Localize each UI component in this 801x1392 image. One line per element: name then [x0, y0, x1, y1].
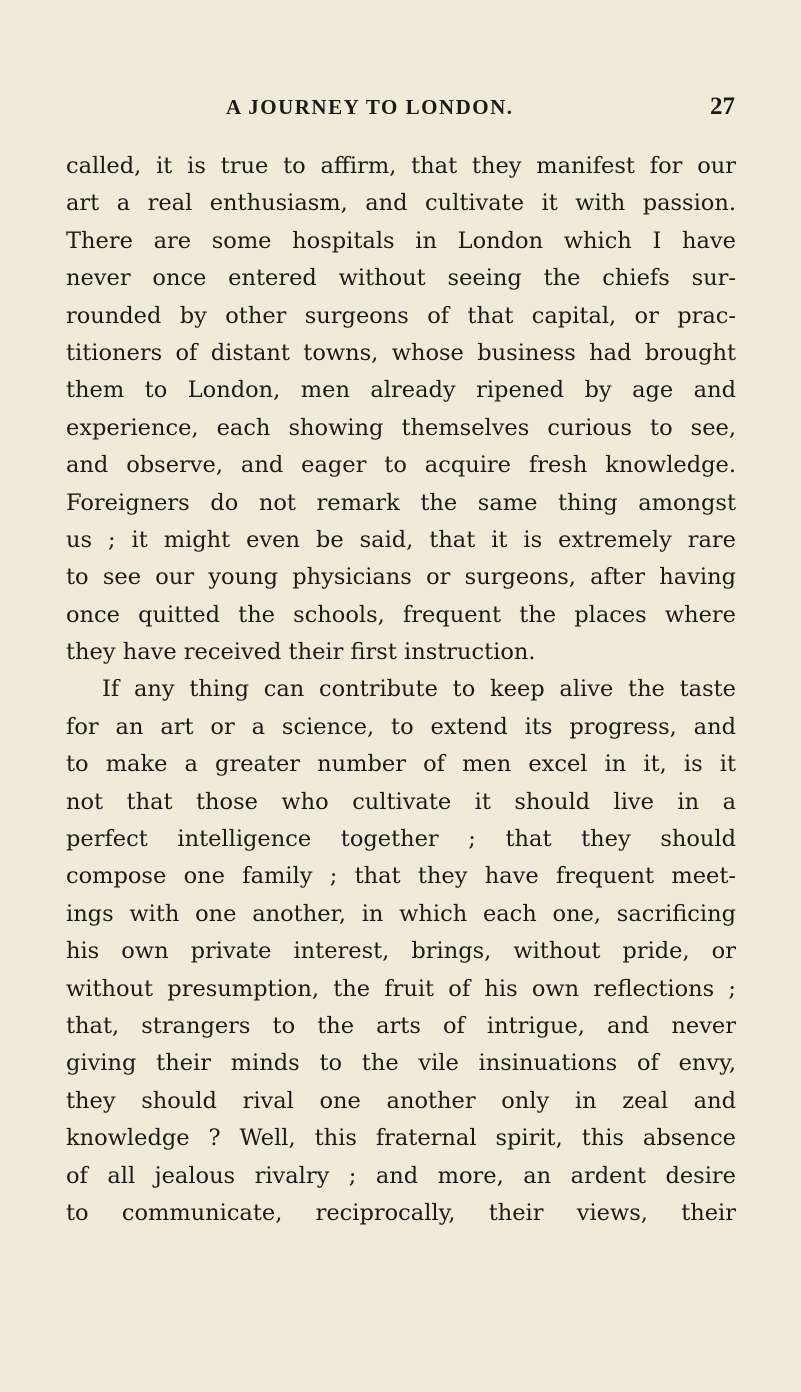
text-line: they should rival one another only in zeal and [66, 1087, 736, 1114]
body-text [66, 148, 736, 1232]
text-line: ings with one another, in which each one, sacrificing [66, 900, 736, 927]
text-line: to see our young physicians or surgeons, after having [66, 564, 736, 591]
text-line: of all jealous rivalry ; and more, an ardent desire [66, 1162, 736, 1189]
text-line: compose one family ; that they have frequent meet- [66, 863, 736, 890]
page-number: 27 [710, 93, 735, 120]
running-head [226, 93, 735, 133]
text-line: them to London, men already ripened by age and [66, 377, 736, 404]
text-line: experience, each showing themselves curious to see, [66, 414, 736, 441]
text-line: to communicate, reciprocally, their views, their [66, 1199, 736, 1226]
text-line: knowledge ? Well, this fraternal spirit, this absence [66, 1125, 736, 1152]
text-line: and observe, and eager to acquire fresh knowledge. [66, 452, 736, 479]
text-line: never once entered without seeing the chiefs sur- [66, 265, 736, 292]
text-line: to make a greater number of men excel in it, is it [66, 751, 736, 778]
text-line: Foreigners do not remark the same thing amongst [66, 489, 736, 516]
text-line: rounded by other surgeons of that capital, or prac- [66, 302, 736, 329]
text-line: that, strangers to the arts of intrigue, and never [66, 1012, 736, 1039]
text-line: called, it is true to affirm, that they manifest for our [66, 153, 736, 179]
text-line: giving their minds to the vile insinuations of envy, [66, 1050, 736, 1077]
text-line: titioners of distant towns, whose business had brought [66, 339, 736, 366]
text-line: for an art or a science, to extend its progress, and [66, 713, 736, 740]
text-line: art a real enthusiasm, and cultivate it with passion. [66, 190, 736, 217]
text-line: perfect intelligence together ; that they should [66, 826, 736, 853]
text-line: his own private interest, brings, without pride, or [66, 938, 736, 965]
text-line: once quitted the schools, frequent the places where [66, 601, 736, 628]
text-line: not that those who cultivate it should live in a [66, 788, 736, 815]
text-line: us ; it might even be said, that it is extremely rare [66, 526, 736, 553]
text-line: without presumption, the fruit of his own reflections ; [66, 975, 736, 1002]
text-line: There are some hospitals in London which I have [66, 227, 736, 254]
text-line: If any thing can contribute to keep alive the taste [102, 676, 736, 703]
running-title: A JOURNEY TO LONDON. [226, 95, 514, 119]
text-line: they have received their first instruction. [66, 639, 536, 666]
